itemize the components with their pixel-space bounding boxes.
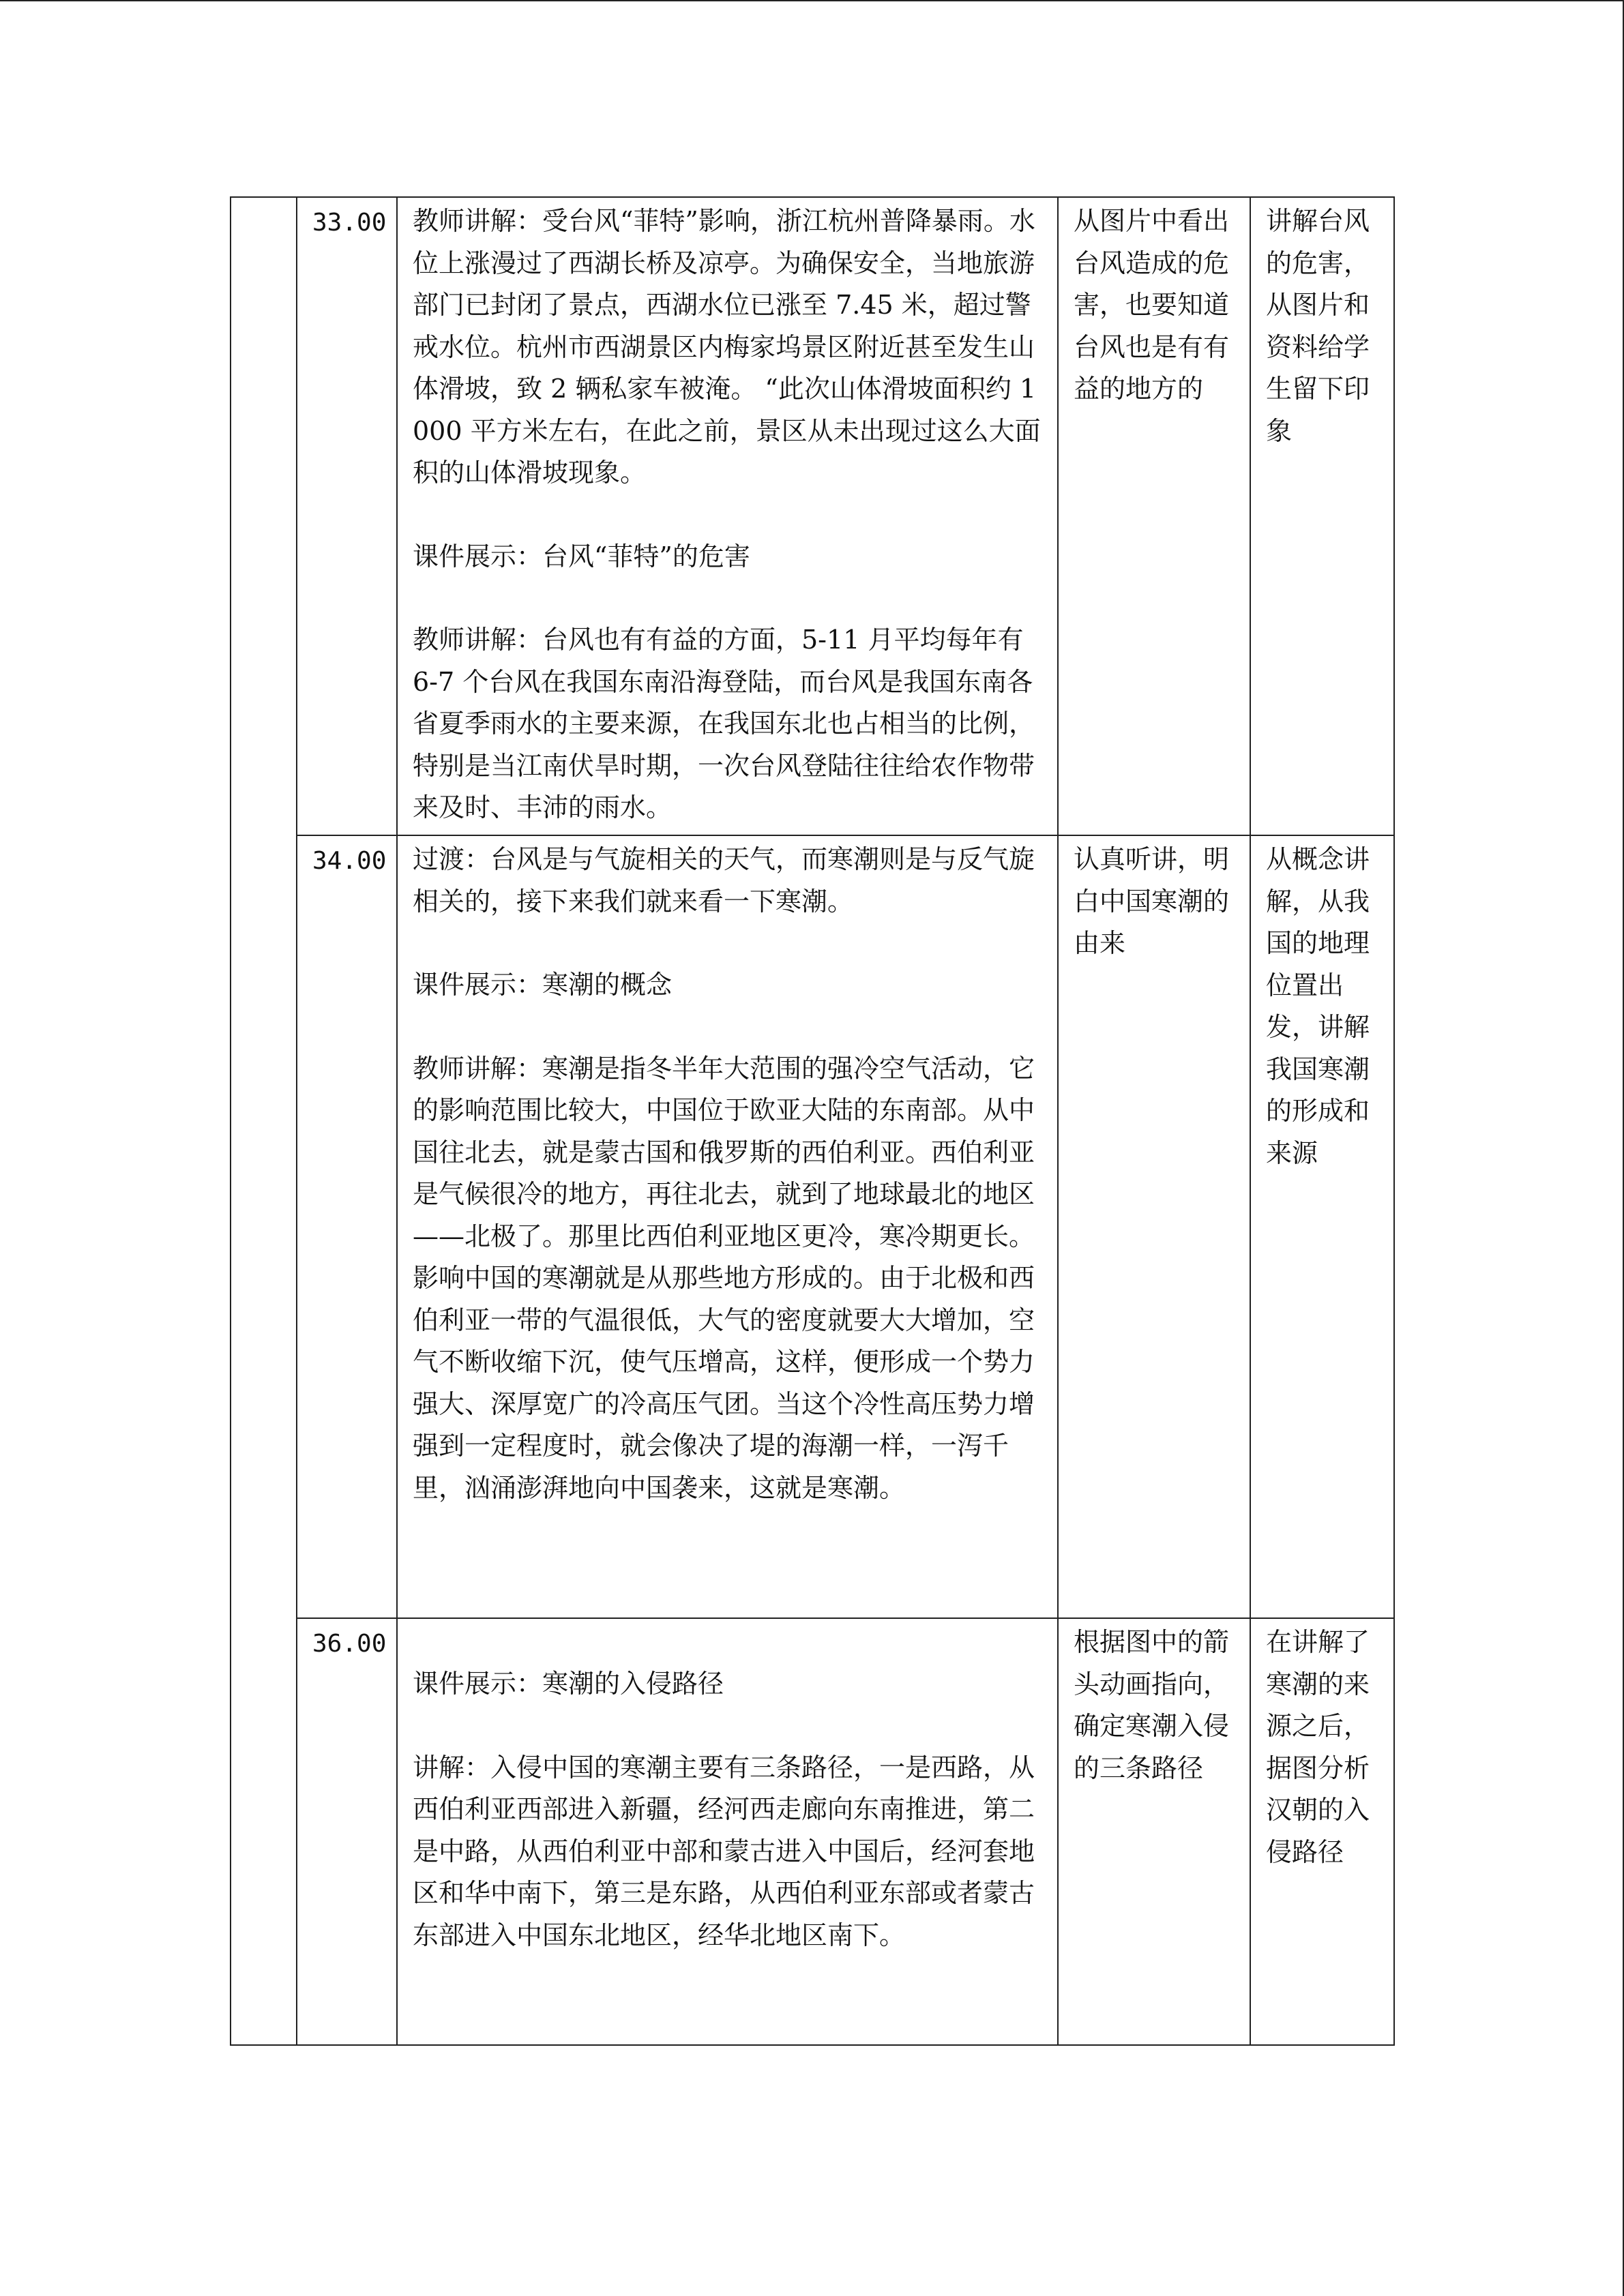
time-label: 33.00 bbox=[312, 209, 387, 237]
content-paragraph: 教师讲解：台风也有有益的方面，5-11 月平均每年有 6-7 个台风在我国东南沿海登陆，而台风是我国东南各省夏季雨水的主要来源，在我国东北也占相当的比例，特别是当江南伏旱时期，一次台风登陆往往给农作物带来及时、丰沛的雨水。 bbox=[413, 625, 1035, 822]
time-cell bbox=[297, 835, 397, 1618]
design-intent-text: 在讲解了寒潮的来源之后，据图分析汉朝的入侵路径 bbox=[1266, 1627, 1370, 1867]
student-activity-text: 从图片中看出台风造成的危害，也要知道台风也是有有益的地方的 bbox=[1074, 206, 1230, 404]
content-paragraph: 过渡：台风是与气旋相关的天气，而寒潮则是与反气旋相关的，接下来我们就来看一下寒潮。 bbox=[413, 844, 1035, 916]
design-intent-cell bbox=[1250, 835, 1394, 1618]
content-cell bbox=[397, 1618, 1058, 2045]
content-paragraph: 课件展示：寒潮的概念 bbox=[413, 970, 673, 1000]
phase-column-cell bbox=[231, 197, 297, 2045]
table-row bbox=[231, 835, 1394, 1618]
lesson-plan-table bbox=[230, 196, 1395, 2046]
content-paragraph: 课件展示：寒潮的入侵路径 bbox=[413, 1669, 724, 1699]
student-activity-cell bbox=[1058, 1618, 1250, 2045]
time-cell bbox=[297, 197, 397, 835]
time-cell bbox=[297, 1618, 397, 2045]
design-intent-cell bbox=[1250, 197, 1394, 835]
student-activity-cell bbox=[1058, 835, 1250, 1618]
content-paragraph: 教师讲解：受台风“菲特”影响，浙江杭州普降暴雨。水位上涨漫过了西湖长桥及凉亭。为确保安全，当地旅游部门已封闭了景点，西湖水位已涨至 7.45 米，超过警戒水位。杭州市西湖景区内梅家坞景区附近甚至发生山体滑坡，致 2 辆私家车被淹。 “此次山体滑坡面积约 1000 平方米左右，在此之前，景区从未出现过这么大面积的山体滑坡现象。 bbox=[413, 206, 1041, 488]
time-label: 36.00 bbox=[312, 1630, 387, 1658]
content-cell bbox=[397, 197, 1058, 835]
content-cell bbox=[397, 835, 1058, 1618]
content-paragraph: 教师讲解：寒潮是指冬半年大范围的强冷空气活动，它的影响范围比较大，中国位于欧亚大陆的东南部。从中国往北去，就是蒙古国和俄罗斯的西伯利亚。西伯利亚是气候很冷的地方，再往北去，就到了地球最北的地区——北极了。那里比西伯利亚地区更冷，寒冷期更长。影响中国的寒潮就是从那些地方形成的。由于北极和西伯利亚一带的气温很低，大气的密度就要大大增加，空气不断收缩下沉，使气压增高，这样，便形成一个势力强大、深厚宽广的冷高压气团。当这个冷性高压势力增强到一定程度时，就会像决了堤的海潮一样，一泻千里，汹涌澎湃地向中国袭来，这就是寒潮。 bbox=[413, 1053, 1035, 1503]
design-intent-cell bbox=[1250, 1618, 1394, 2045]
table-row bbox=[231, 1618, 1394, 2045]
student-activity-cell bbox=[1058, 197, 1250, 835]
content-paragraph: 课件展示：台风“菲特”的危害 bbox=[413, 541, 750, 571]
time-label: 34.00 bbox=[312, 847, 387, 875]
table-row bbox=[231, 197, 1394, 835]
design-intent-text: 从概念讲解，从我国的地理位置出发，讲解我国寒潮的形成和来源 bbox=[1266, 844, 1370, 1168]
design-intent-text: 讲解台风的危害，从图片和资料给学生留下印象 bbox=[1266, 206, 1370, 446]
student-activity-text: 根据图中的箭头动画指向，确定寒潮入侵的三条路径 bbox=[1074, 1627, 1230, 1783]
content-paragraph: 讲解：入侵中国的寒潮主要有三条路径，一是西路，从西伯利亚西部进入新疆，经河西走廊向东南推进，第二是中路，从西伯利亚中部和蒙古进入中国后，经河套地区和华中南下，第三是东路，从西伯利亚东部或者蒙古东部进入中国东北地区，经华北地区南下。 bbox=[413, 1752, 1035, 1950]
student-activity-text: 认真听讲，明白中国寒潮的由来 bbox=[1074, 844, 1230, 958]
